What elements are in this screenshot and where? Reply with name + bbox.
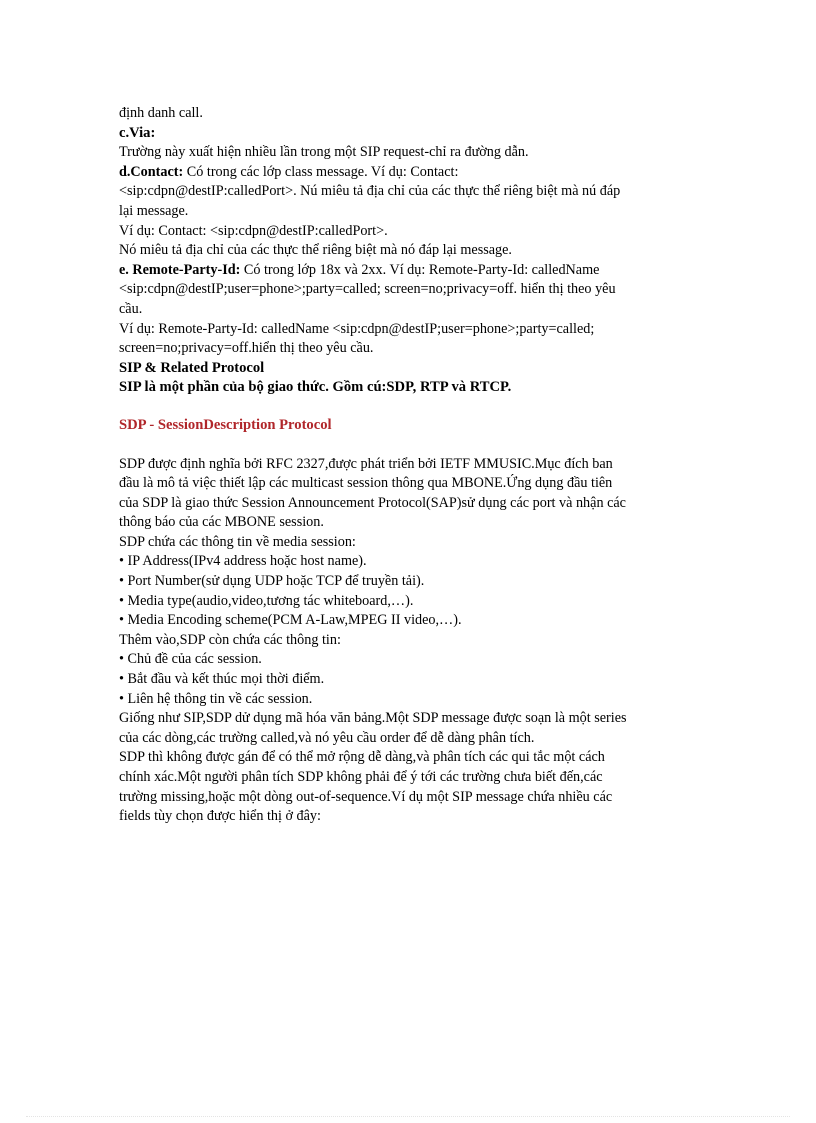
text-line: định danh call.: [119, 105, 203, 121]
remote-line-1: [119, 261, 699, 281]
sdp-paragraph: [119, 455, 699, 827]
remote-line-5: screen=no;privacy=off.hiển thị theo yêu cầu.: [119, 340, 374, 357]
sdp-text-line: thông báo của các MBONE session.: [119, 514, 324, 531]
sdp-text-line: • Bắt đầu và kết thúc mọi thời điểm.: [119, 671, 325, 688]
sdp-text-line: • Port Number(sử dụng UDP hoặc TCP để truyền tải).: [119, 573, 425, 590]
remote-line-3: cầu.: [119, 300, 143, 317]
sdp-text-line: • Media Encoding scheme(PCM A-Law,MPEG II video,…).: [119, 612, 462, 629]
contact-line-4: Ví dụ: Contact: <sip:cdpn@destIP:calledPort>.: [119, 222, 388, 239]
remote-text: Có trong lớp 18x và 2xx. Ví dụ: Remote-Party-Id: calledName: [240, 261, 600, 278]
contact-line-3: lại message.: [119, 202, 189, 219]
sdp-text-line: trường missing,hoặc một dòng out-of-sequence.Ví dụ một SIP message chứa nhiều các: [119, 788, 613, 805]
contact-line-1: [119, 163, 699, 183]
page-bottom-border: [26, 1116, 790, 1117]
remote-label: e. Remote-Party-Id:: [119, 261, 241, 278]
sdp-text-line: • Chủ đề của các session.: [119, 651, 262, 668]
contact-line-2: <sip:cdpn@destIP:calledPort>. Nú miêu tả địa chỉ của các thực thể riêng biệt mà nú đáp: [119, 183, 621, 200]
remote-line-4: Ví dụ: Remote-Party-Id: calledName <sip:cdpn@destIP;user=phone>;party=called;: [119, 320, 595, 337]
sdp-text-line: đầu là mô tả việc thiết lập các multicast session thông qua MBONE.Ứng dụng đầu tiên: [119, 475, 613, 492]
document-body: [119, 104, 699, 827]
related-protocol-heading: SIP & Related Protocol: [119, 359, 265, 376]
sdp-text-line: SDP thì không được gán để có thể mở rộng dễ dàng,và phân tích các qui tắc một cách: [119, 749, 605, 766]
contact-text: Có trong các lớp class message. Ví dụ: Contact:: [183, 163, 459, 180]
sdp-section-title: SDP - SessionDescription Protocol: [119, 416, 332, 433]
contact-label: d.Contact:: [119, 163, 184, 180]
via-heading: c.Via:: [119, 124, 156, 141]
sdp-text-line: SDP chứa các thông tin về media session:: [119, 533, 356, 550]
contact-line-5: Nó miêu tả địa chỉ của các thực thể riêng biệt mà nó đáp lại message.: [119, 242, 512, 259]
related-protocol-subheading: SIP là một phần của bộ giao thức. Gồm cú:SDP, RTP và RTCP.: [119, 379, 512, 396]
via-text: Trường này xuất hiện nhiều lần trong một SIP request-chỉ ra đường dẫn.: [119, 144, 529, 161]
sdp-text-line: chính xác.Một người phân tích SDP không phải để ý tới các trường chưa biết đến,các: [119, 769, 603, 785]
sdp-text-line: fields tùy chọn được hiển thị ở đây:: [119, 808, 321, 825]
sdp-text-line: • IP Address(IPv4 address hoặc host name).: [119, 553, 367, 570]
sdp-text-line: • Liên hệ thông tin về các session.: [119, 690, 313, 707]
sdp-text-line: Thêm vào,SDP còn chứa các thông tin:: [119, 631, 341, 648]
remote-line-2: <sip:cdpn@destIP;user=phone>;party=called; screen=no;privacy=off. hiển thị theo yêu: [119, 281, 616, 298]
sdp-text-line: SDP được định nghĩa bởi RFC 2327,được phát triển bởi IETF MMUSIC.Mục đích ban: [119, 455, 613, 472]
sdp-text-line: • Media type(audio,video,tương tác whiteboard,…).: [119, 592, 414, 609]
sdp-text-line: của các dòng,các trường called,và nó yêu cầu order để dễ dàng phân tích.: [119, 729, 535, 746]
sdp-text-line: của SDP là giao thức Session Announcement Protocol(SAP)sử dụng các port và nhận các: [119, 494, 626, 511]
sdp-text-line: Giống như SIP,SDP dử dụng mã hóa văn bảng.Một SDP message được soạn là một series: [119, 710, 627, 727]
